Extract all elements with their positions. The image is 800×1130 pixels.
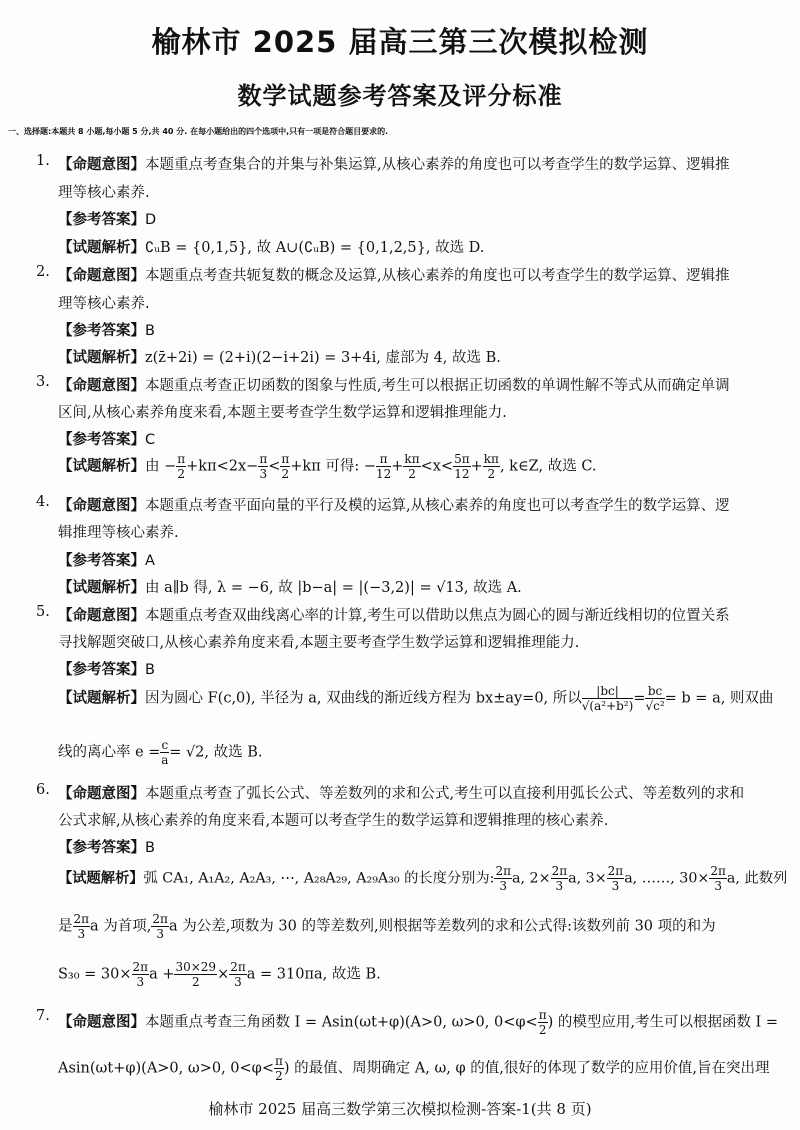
q3-intent-cont: 区间,从核心素养角度来看,本题主要考查学生数学运算和逻辑推理能力. [58, 405, 507, 421]
analysis-label: 【试题解析】 [58, 458, 145, 475]
fraction-denominator: 2 [487, 467, 496, 481]
fraction-numerator: 2π [132, 960, 149, 974]
fraction-numerator: kπ [483, 452, 499, 466]
q6-analysis-text: a = 310πa, 故选 B. [246, 966, 381, 983]
q6-intent-cont: 公式求解,从核心素养的角度来看,本题可以考查学生的数学运算和逻辑推理的核心素养. [58, 813, 609, 829]
q7-intent-text: 本题重点考查三角函数 I = Asin(ωt+φ)(A>0, ω>0, 0<φ< [145, 1014, 538, 1031]
page-footer: 榆林市 2025 届高三数学第三次模拟检测-答案-1(共 8 页) [208, 1100, 592, 1118]
fraction [376, 452, 391, 481]
q5-intent-cont: 寻找解题突破口,从核心素养角度来看,本题主要考查学生数学运算和逻辑推理能力. [58, 635, 580, 651]
q7-intent-text: ) 的模型应用,考生可以根据函数 I = [547, 1014, 779, 1031]
fraction-numerator: kπ [404, 452, 420, 466]
fraction-denominator: 2 [177, 467, 186, 481]
fraction-numerator: π [538, 1008, 547, 1022]
q3-analysis-text: + [470, 458, 483, 475]
page-title: 榆林市 2025 届高三第三次模拟检测 [151, 25, 649, 59]
fraction [73, 912, 91, 941]
fraction-denominator: 3 [77, 927, 86, 941]
fraction-denominator: 3 [611, 879, 620, 893]
fraction-numerator: π [274, 1054, 283, 1068]
q6-analysis-text: a, ……, 30× [624, 870, 710, 887]
q2-intent-cont: 理等核心素养. [58, 296, 150, 312]
intent-label: 【命题意图】 [58, 786, 145, 802]
intent-label: 【命题意图】 [58, 378, 145, 394]
fraction [151, 912, 169, 941]
fraction-numerator: 2π [607, 864, 624, 878]
analysis-label: 【试题解析】 [58, 240, 145, 256]
section-heading: 一、选择题:本题共 8 小题,每小题 5 分,共 40 分. 在每小题给出的四个选项中,只有一项是符合题目要求的. [8, 127, 389, 136]
fraction [258, 452, 268, 481]
fraction-numerator: 2π [230, 960, 246, 974]
q2-intent: 本题重点考查共轭复数的概念及运算,从核心素养的角度也可以考查学生的数学运算、逻辑推 [145, 268, 730, 284]
fraction-denominator: 3 [234, 975, 242, 989]
fraction-numerator: 5π [454, 452, 470, 466]
q6-analysis-text: a 为公差,项数为 30 的等差数列,则根据等差数列的求和公式得:该数列前 30 项的和为 [168, 918, 716, 935]
q2-number: 2. [36, 264, 50, 280]
q6-analysis-text: a, 2× [512, 870, 551, 887]
fraction-numerator: π [281, 452, 290, 466]
fraction-denominator: 12 [375, 467, 392, 481]
q6-analysis-text: a, 此数列 [726, 870, 788, 887]
fraction-denominator: √c² [645, 699, 665, 713]
fraction-numerator: 2π [152, 912, 168, 926]
fraction [176, 452, 186, 481]
page-subtitle: 数学试题参考答案及评分标准 [237, 82, 563, 110]
fraction-denominator: 3 [136, 975, 145, 989]
q4-analysis: 由 a∥b 得, λ = −6, 故 |b−a| = |(−3,2)| = √13, 故选 A. [145, 580, 522, 596]
fraction-numerator: bc [645, 684, 664, 699]
q3-analysis-text: , k∈Z, 故选 C. [499, 458, 597, 475]
fraction [582, 684, 634, 713]
q4-number: 4. [36, 494, 50, 510]
q3-analysis-text: +kπ 可得: − [290, 458, 376, 475]
q5-analysis-text: 线的离心率 e = [58, 744, 161, 761]
q6-intent: 本题重点考查了弧长公式、等差数列的求和公式,考生可以直接利用弧长公式、等差数列的求和 [145, 786, 745, 802]
q1-answer: D [145, 212, 157, 228]
fraction-numerator: c [161, 738, 169, 752]
q3-analysis-text: + [391, 458, 404, 475]
fraction-denominator: 2 [408, 467, 416, 481]
fraction-denominator: 2 [191, 975, 200, 989]
q2-answer: B [145, 323, 155, 339]
fraction-denominator: 2 [538, 1023, 547, 1037]
intent-label: 【命题意图】 [58, 608, 145, 624]
q1-intent-cont: 理等核心素养. [58, 185, 150, 201]
fraction [645, 684, 664, 713]
fraction-denominator: a [161, 753, 169, 767]
analysis-label: 【试题解析】 [58, 690, 145, 707]
fraction-numerator: 2π [495, 864, 511, 878]
fraction-numerator: π [177, 452, 186, 466]
fraction-numerator: 2π [710, 864, 726, 878]
fraction [160, 738, 169, 767]
fraction-numerator: π [376, 452, 391, 467]
answer-label: 【参考答案】 [58, 323, 145, 339]
fraction [132, 960, 150, 989]
q7-intent-text: Asin(ωt+φ)(A>0, ω>0, 0<φ< [58, 1060, 274, 1077]
fraction-denominator: 3 [259, 467, 268, 481]
q5-answer: B [145, 662, 155, 678]
fraction-denominator: 3 [499, 879, 508, 893]
intent-label: 【命题意图】 [58, 498, 145, 514]
fraction [229, 960, 247, 989]
q6-analysis-text: × [217, 966, 230, 983]
q3-analysis-text: <x< [420, 458, 454, 475]
q3-number: 3. [36, 374, 50, 390]
intent-label: 【命题意图】 [58, 268, 145, 284]
fraction [494, 864, 512, 893]
q4-intent: 本题重点考查平面向量的平行及模的运算,从核心素养的角度也可以考查学生的数学运算、逻 [145, 498, 730, 514]
q5-analysis-text: 因为圆心 F(c,0), 半径为 a, 双曲线的渐近线方程为 bx±ay=0, 所以 [145, 690, 582, 707]
q3-analysis-text: 由 − [145, 458, 177, 475]
q7-intent-text: ) 的最值、周期确定 A, ω, φ 的值,很好的体现了数学的应用价值,旨在突出理 [283, 1060, 770, 1077]
fraction [280, 452, 290, 481]
fraction [607, 864, 625, 893]
fraction-denominator: 3 [156, 927, 164, 941]
fraction-numerator: |bc| [582, 684, 634, 699]
analysis-label: 【试题解析】 [58, 870, 144, 887]
fraction-numerator: 2π [551, 864, 568, 878]
q5-intent: 本题重点考查双曲线离心率的计算,考生可以借助以焦点为圆心的圆与渐近线相切的位置关系 [145, 608, 730, 624]
q1-intent: 本题重点考查集合的并集与补集运算,从核心素养的角度也可以考查学生的数学运算、逻辑推 [145, 157, 730, 173]
q5-analysis-text: = b = a, 则双曲 [664, 690, 774, 707]
fraction [538, 1008, 548, 1037]
analysis-label: 【试题解析】 [58, 580, 145, 596]
q3-answer: C [145, 432, 156, 448]
q6-number: 6. [36, 782, 50, 798]
q6-analysis-text: S₃₀ = 30× [58, 966, 132, 983]
fraction-denominator: √(a²+b²) [581, 699, 634, 713]
fraction [709, 864, 727, 893]
fraction-numerator: π [259, 452, 268, 466]
fraction [274, 1054, 284, 1083]
q6-answer: B [145, 840, 155, 856]
q5-analysis-text: = [633, 690, 646, 707]
answer-label: 【参考答案】 [58, 432, 145, 448]
q6-analysis-text: 弧 CA₁, A₁A₂, A₂A₃, ⋯, A₂₈A₂₉, A₂₉A₃₀ 的长度分别为: [143, 870, 495, 887]
q3-analysis-text: < [268, 458, 281, 475]
answer-label: 【参考答案】 [58, 840, 145, 856]
q1-analysis: ∁ᵤB = {0,1,5}, 故 A∪(∁ᵤB) = {0,1,2,5}, 故选 D. [145, 240, 485, 256]
q6-analysis-text: a, 3× [568, 870, 607, 887]
q3-analysis-text: +kπ<2x− [186, 458, 259, 475]
q5-analysis-text: = √2, 故选 B. [169, 744, 263, 761]
intent-label: 【命题意图】 [58, 1014, 145, 1031]
fraction-denominator: 2 [281, 467, 290, 481]
q4-intent-cont: 辑推理等核心素养. [58, 525, 179, 541]
fraction-denominator: 12 [454, 467, 470, 481]
q5-number: 5. [36, 604, 50, 620]
q6-analysis-text: a 为首项, [90, 918, 152, 935]
q1-number: 1. [36, 153, 50, 169]
q7-number: 7. [36, 1008, 50, 1024]
answer-label: 【参考答案】 [58, 212, 145, 228]
q3-intent: 本题重点考查正切函数的图象与性质,考生可以根据正切函数的单调性解不等式从而确定单调 [145, 378, 730, 394]
fraction-numerator: 2π [73, 912, 90, 926]
fraction [453, 452, 471, 481]
fraction-denominator: 3 [555, 879, 564, 893]
q6-analysis-text: 是 [58, 918, 73, 935]
fraction-denominator: 3 [714, 879, 722, 893]
q6-analysis-text: a + [149, 966, 175, 983]
answer-label: 【参考答案】 [58, 553, 145, 569]
q2-analysis: z(z̄+2i) = (2+i)(2−i+2i) = 3+4i, 虚部为 4, 故选 B. [145, 350, 501, 366]
fraction [403, 452, 420, 481]
q4-answer: A [145, 553, 155, 569]
fraction-denominator: 2 [275, 1069, 283, 1083]
analysis-label: 【试题解析】 [58, 350, 145, 366]
fraction [483, 452, 500, 481]
fraction [551, 864, 569, 893]
intent-label: 【命题意图】 [58, 157, 145, 173]
answer-label: 【参考答案】 [58, 662, 145, 678]
fraction [174, 960, 217, 989]
fraction-numerator: 30×29 [175, 960, 217, 974]
